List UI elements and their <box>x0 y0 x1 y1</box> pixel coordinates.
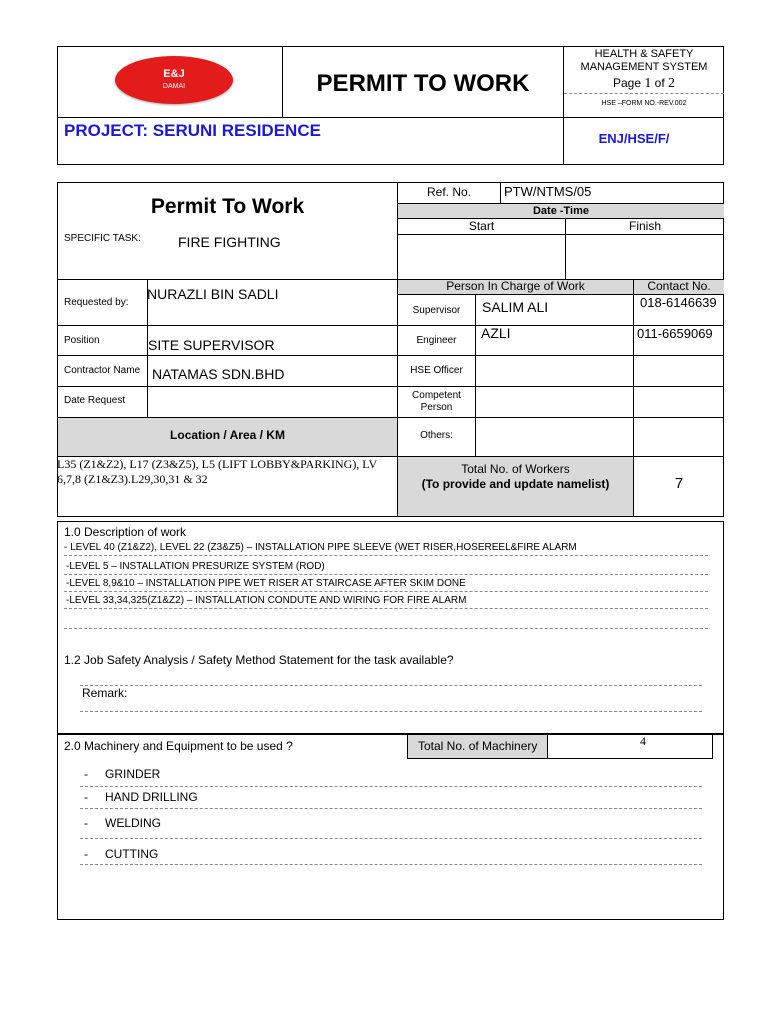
page-indicator <box>564 76 724 92</box>
page-total: 2 <box>668 76 676 91</box>
requested-by-label: Requested by: <box>64 297 129 308</box>
start-label: Start <box>468 219 495 233</box>
ref-no-value: PTW/NTMS/05 <box>504 184 592 199</box>
remark-label: Remark: <box>82 686 128 700</box>
total-workers-value: 7 <box>674 475 684 492</box>
total-machinery-label: Total No. of Machinery <box>418 739 538 753</box>
description-line-2: -LEVEL 5 – INSTALLATION PRESURIZE SYSTEM (ROD) <box>66 561 325 572</box>
contractor-value: NATAMAS SDN.BHD <box>152 366 285 382</box>
page-of: of <box>651 76 669 90</box>
document-title: PERMIT TO WORK <box>316 70 530 97</box>
ref-no-label: Ref. No. <box>426 185 471 199</box>
role-supervisor: Supervisor <box>412 305 461 316</box>
management-system-label: HEALTH & SAFETY MANAGEMENT SYSTEM <box>580 48 708 74</box>
specific-task-label: SPECIFIC TASK: <box>64 233 141 244</box>
description-line-1: - LEVEL 40 (Z1&Z2), LEVEL 22 (Z3&Z5) – INSTALLATION PIPE SLEEVE (WET RISER,HOSEREEL&FIRE ALARM <box>64 542 577 553</box>
page-current: 1 <box>644 76 652 91</box>
reference-code: ENJ/HSE/F/ <box>598 131 670 146</box>
page-prefix: Page <box>612 76 645 90</box>
date-time-label: Date -Time <box>532 205 590 217</box>
permit-title: Permit To Work <box>150 195 305 218</box>
machinery-bullet-4: - <box>84 847 88 861</box>
description-line-4: -LEVEL 33,34,325(Z1&Z2) – INSTALLATION CONDUTE AND WIRING FOR FIRE ALARM <box>66 595 467 606</box>
total-workers-note: (To provide and update namelist) <box>421 477 610 491</box>
description-heading: 1.0 Description of work <box>64 525 187 539</box>
contractor-label: Contractor Name <box>64 365 141 376</box>
machinery-item-cutting: CUTTING <box>105 847 159 861</box>
engineer-name: AZLI <box>481 325 511 341</box>
form-number: HSE –FORM NO.-REV.002 <box>601 100 687 107</box>
supervisor-name: SALIM ALI <box>482 299 549 315</box>
machinery-item-grinder: GRINDER <box>105 767 161 781</box>
person-in-charge-label: Person In Charge of Work <box>446 279 585 293</box>
total-machinery-value-cell <box>547 735 713 759</box>
specific-task-value: FIRE FIGHTING <box>178 234 281 250</box>
supervisor-contact: 018-6146639 <box>640 295 717 310</box>
engineer-contact: 011-6659069 <box>637 326 713 341</box>
machinery-item-hand-drilling: HAND DRILLING <box>105 790 198 804</box>
position-label: Position <box>64 335 100 346</box>
jsa-question: 1.2 Job Safety Analysis / Safety Method Statement for the task available? <box>64 653 454 667</box>
role-engineer: Engineer <box>416 335 457 346</box>
date-request-label: Date Request <box>64 395 126 406</box>
company-logo <box>115 56 233 104</box>
machinery-bullet-3: - <box>84 816 88 830</box>
total-workers-label: Total No. of Workers <box>461 462 570 476</box>
machinery-heading: 2.0 Machinery and Equipment to be used ? <box>64 739 293 753</box>
role-competent-person: Competent Person <box>412 390 461 413</box>
position-value: SITE SUPERVISOR <box>148 337 275 353</box>
description-line-3: -LEVEL 8,9&10 – INSTALLATION PIPE WET RISER AT STAIRCASE AFTER SKIM DONE <box>66 578 466 589</box>
machinery-bullet-2: - <box>84 790 88 804</box>
finish-label: Finish <box>628 219 661 233</box>
logo-text-main: E&J <box>163 68 185 80</box>
role-others: Others: <box>420 430 453 441</box>
location-label: Location / Area / KM <box>170 428 285 442</box>
machinery-bullet-1: - <box>84 767 88 781</box>
machinery-item-welding: WELDING <box>105 816 162 830</box>
role-hse-officer: HSE Officer <box>410 365 463 376</box>
logo-text-sub: DAMAI <box>162 83 186 90</box>
location-value: L35 (Z1&Z2), L17 (Z3&Z5), L5 (LIFT LOBBY&PARKING), LV 6,7,8 (Z1&Z3).L29,30,31 & 32 <box>57 457 378 486</box>
project-title: PROJECT: SERUNI RESIDENCE <box>64 121 321 140</box>
total-machinery-value: 4 <box>640 734 646 748</box>
contact-no-label: Contact No. <box>647 279 711 293</box>
requested-by-value: NURAZLI BIN SADLI <box>147 286 279 302</box>
